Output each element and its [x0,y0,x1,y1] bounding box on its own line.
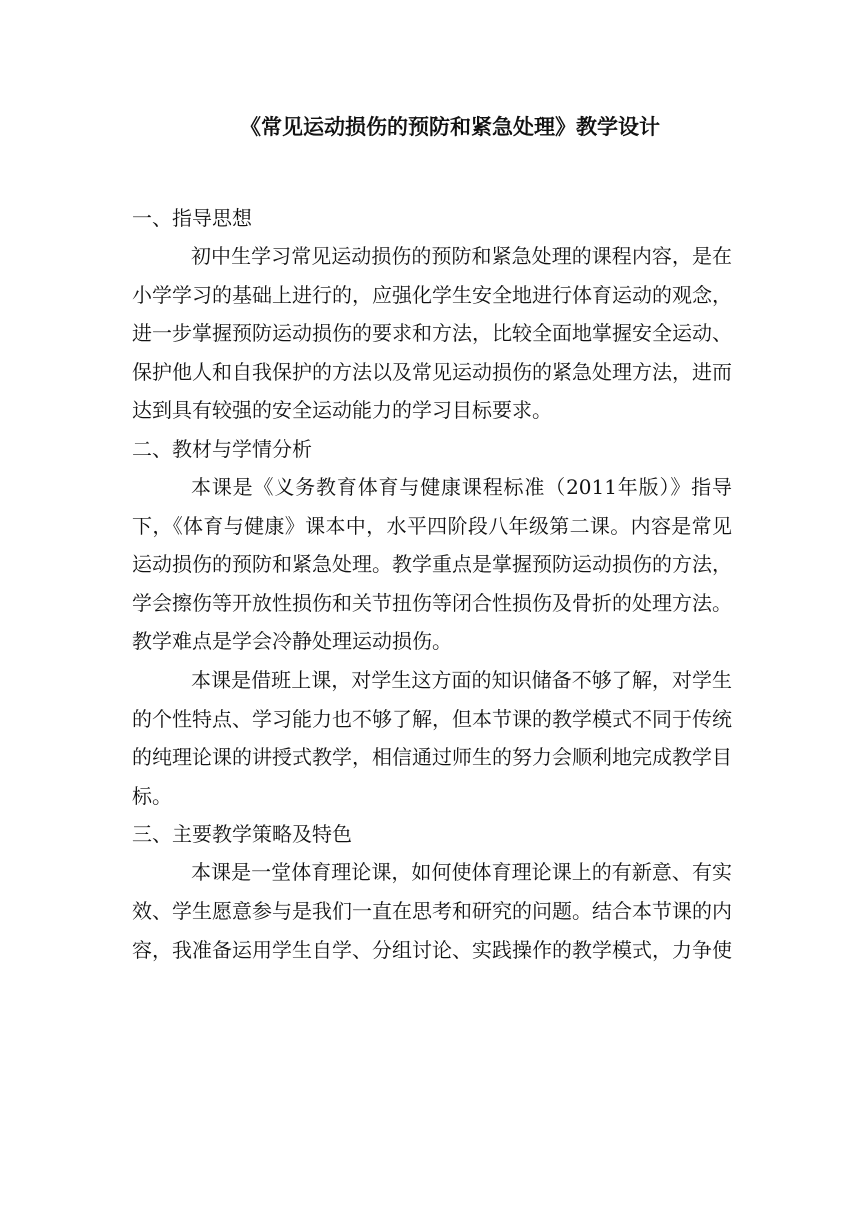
document-title: 《常见运动损伤的预防和紧急处理》教学设计 [240,114,660,139]
section-heading: 一、指导思想 [132,206,252,230]
section-heading: 二、教材与学情分析 [132,436,312,461]
paragraph: 本课是《义务教育体育与健康课程标准（2011年版）》指导下，《体育与健康》课本中，水平四阶段八年级第二课。内容是常见运动损伤的预防和紧急处理。教学重点是掌握预防运动损伤的方法，学会擦伤等开放性损伤和关节扭伤等闭合性损伤及骨折的处理方法。教学难点是学会冷静处理运动损伤。 [132,474,732,654]
paragraph: 本课是借班上课，对学生这方面的知识储备不够了解，对学生的个性特点、学习能力也不够了解，但本节课的教学模式不同于传统的纯理论课的讲授式教学，相信通过师生的努力会顺利地完成教学目标。 [132,667,732,808]
section-teaching-strategy [132,815,732,969]
section-guiding-ideology [132,199,732,430]
paragraph: 本课是一堂体育理论课，如何使体育理论课上的有新意、有实效、学生愿意参与是我们一直在思考和研究的问题。结合本节课的内容，我准备运用学生自学、分组讨论、实践操作的教学模式，力争使 [132,860,732,962]
section-material-analysis [132,430,732,815]
section-heading: 三、主要教学策略及特色 [132,822,352,847]
document-body [132,199,732,969]
paragraph: 初中生学习常见运动损伤的预防和紧急处理的课程内容，是在小学学习的基础上进行的，应强化学生安全地进行体育运动的观念，进一步掌握预防运动损伤的要求和方法，比较全面地掌握安全运动、保护他人和自我保护的方法以及常见运动损伤的紧急处理方法，进而达到具有较强的安全运动能力的学习目标要求。 [132,244,732,423]
